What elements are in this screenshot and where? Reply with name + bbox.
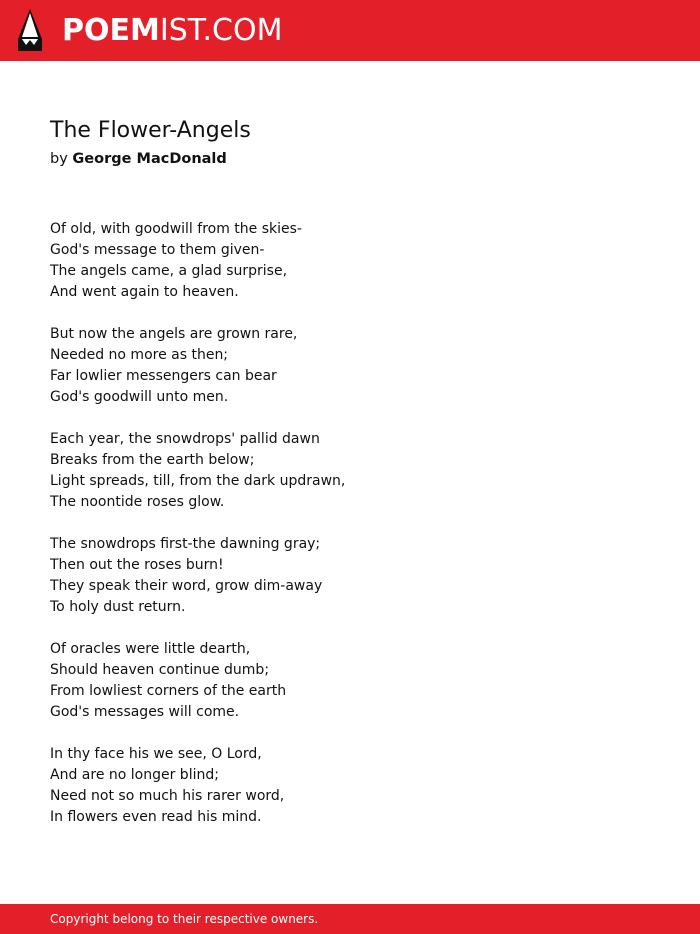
poem-line: And are no longer blind;	[50, 767, 219, 783]
stanza	[50, 429, 650, 513]
poem-line: God's messages will come.	[50, 704, 240, 720]
poem-line: And went again to heaven.	[50, 284, 239, 300]
poem-line: Need not so much his rarer word,	[50, 788, 285, 804]
poem-line: Of oracles were little dearth,	[50, 641, 251, 657]
stanza	[50, 534, 650, 618]
site-footer	[0, 904, 700, 934]
copyright-notice: Copyright belong to their respective owners.	[50, 912, 319, 926]
poem-line: The noontide roses glow.	[50, 494, 225, 510]
poem-line: Breaks from the earth below;	[50, 452, 255, 468]
poem-line: Then out the roses burn!	[50, 557, 224, 573]
poem-line: God's message to them given-	[50, 242, 265, 258]
brand-strong-text: POEM	[62, 13, 160, 48]
byline-prefix: by	[50, 151, 68, 167]
site-header	[0, 0, 700, 61]
poem-line: Of old, with goodwill from the skies-	[50, 221, 302, 237]
poem-body	[50, 219, 650, 849]
stanza	[50, 744, 650, 828]
stanza	[50, 639, 650, 723]
stanza	[50, 324, 650, 408]
brand-light-text: IST.COM	[159, 13, 283, 48]
poem-line: Far lowlier messengers can bear	[50, 368, 277, 384]
poem-byline	[50, 149, 227, 169]
poem-line: They speak their word, grow dim-away	[50, 578, 323, 594]
poem-line: Needed no more as then;	[50, 347, 229, 363]
poem-line: To holy dust return.	[50, 599, 186, 615]
poem-line: Light spreads, till, from the dark updrawn,	[50, 473, 346, 489]
poem-line: The snowdrops first-the dawning gray;	[50, 536, 321, 552]
poem-line: In thy face his we see, O Lord,	[50, 746, 262, 762]
poem-author: George MacDonald	[72, 151, 227, 167]
poem-line: Each year, the snowdrops' pallid dawn	[50, 431, 320, 447]
poem-line: In flowers even read his mind.	[50, 809, 262, 825]
poem-line: Should heaven continue dumb;	[50, 662, 270, 678]
poem-line: God's goodwill unto men.	[50, 389, 229, 405]
poem-title: The Flower-Angels	[50, 118, 251, 143]
poem-line: The angels came, a glad surprise,	[50, 263, 288, 279]
site-logo-link[interactable]	[62, 11, 282, 51]
stanza	[50, 219, 650, 303]
poem-line: From lowliest corners of the earth	[50, 683, 287, 699]
pencil-tip-icon	[17, 9, 43, 51]
poem-line: But now the angels are grown rare,	[50, 326, 298, 342]
